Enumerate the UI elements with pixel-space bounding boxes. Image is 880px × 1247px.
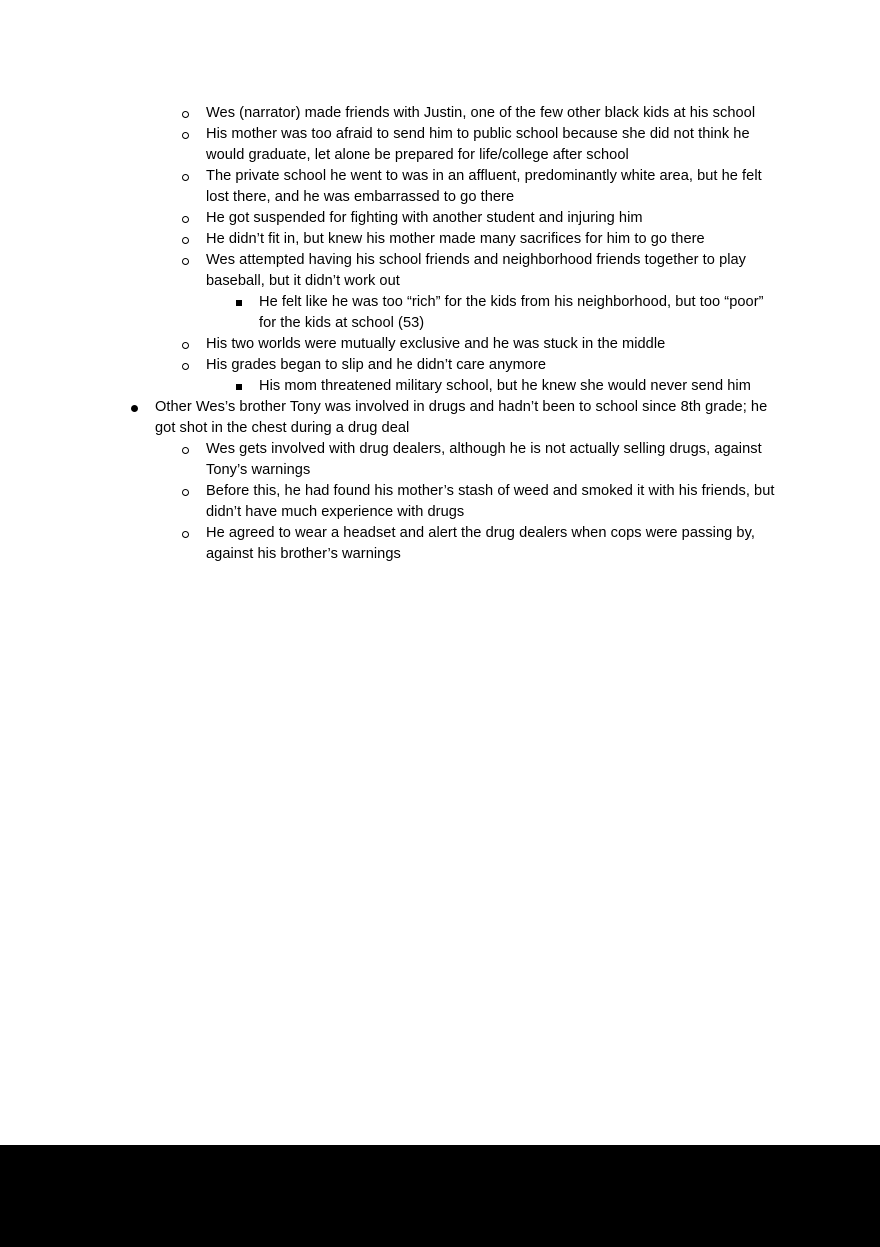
outline-item-level-2	[0, 481, 880, 523]
hollow-circle-bullet-icon	[182, 237, 189, 244]
outline-item-text: Before this, he had found his mother’s stash of weed and smoked it with his friends, but didn’t have much experience with drugs	[206, 483, 775, 520]
outline-item-level-2	[0, 166, 880, 208]
outline-item-text: His mother was too afraid to send him to public school because she did not think he would graduate, let alone be prepared for life/college after school	[206, 126, 750, 163]
outline-list	[0, 103, 880, 565]
outline-item-level-2	[0, 250, 880, 292]
outline-item-text: The private school he went to was in an affluent, predominantly white area, but he felt lost there, and he was embarrassed to go there	[206, 168, 762, 205]
outline-item-text: Wes (narrator) made friends with Justin, one of the few other black kids at his school	[206, 105, 756, 121]
outline-item-text: Wes attempted having his school friends and neighborhood friends together to play baseball, but it didn’t work out	[206, 252, 747, 289]
hollow-circle-bullet-icon	[182, 363, 189, 370]
filled-disc-bullet-icon	[131, 405, 138, 412]
outline-item-text: He agreed to wear a headset and alert the drug dealers when cops were passing by, against his brother’s warnings	[206, 525, 755, 562]
outline-item-level-2	[0, 124, 880, 166]
outline-item-level-2	[0, 523, 880, 565]
hollow-circle-bullet-icon	[182, 489, 189, 496]
hollow-circle-bullet-icon	[182, 342, 189, 349]
hollow-circle-bullet-icon	[182, 132, 189, 139]
outline-item-text: He got suspended for fighting with another student and injuring him	[206, 210, 643, 226]
hollow-circle-bullet-icon	[182, 216, 189, 223]
outline-item-text: Wes gets involved with drug dealers, although he is not actually selling drugs, against Tony’s warnings	[206, 441, 762, 478]
outline-item-level-2	[0, 355, 880, 376]
outline-item-text: His mom threatened military school, but he knew she would never send him	[259, 378, 751, 394]
outline-item-level-1	[0, 397, 880, 439]
outline-item-text: Other Wes’s brother Tony was involved in drugs and hadn’t been to school since 8th grade; he got shot in the chest during a drug deal	[155, 399, 768, 436]
outline-item-level-3	[0, 376, 880, 397]
outline-item-level-2	[0, 439, 880, 481]
outline-item-text: He didn’t fit in, but knew his mother made many sacrifices for him to go there	[206, 231, 705, 247]
outline-item-text: He felt like he was too “rich” for the kids from his neighborhood, but too “poor” for the kids at school (53)	[259, 294, 764, 331]
outline-item-text: His two worlds were mutually exclusive and he was stuck in the middle	[206, 336, 666, 352]
hollow-circle-bullet-icon	[182, 258, 189, 265]
footer-black-bar	[0, 1145, 880, 1247]
hollow-circle-bullet-icon	[182, 531, 189, 538]
outline-item-level-3	[0, 292, 880, 334]
hollow-circle-bullet-icon	[182, 111, 189, 118]
outline-item-level-2	[0, 208, 880, 229]
filled-square-bullet-icon	[236, 300, 242, 306]
filled-square-bullet-icon	[236, 384, 242, 390]
outline-item-level-2	[0, 334, 880, 355]
outline-item-text: His grades began to slip and he didn’t care anymore	[206, 357, 547, 373]
outline-item-level-2	[0, 229, 880, 250]
outline-item-level-2	[0, 103, 880, 124]
hollow-circle-bullet-icon	[182, 447, 189, 454]
hollow-circle-bullet-icon	[182, 174, 189, 181]
